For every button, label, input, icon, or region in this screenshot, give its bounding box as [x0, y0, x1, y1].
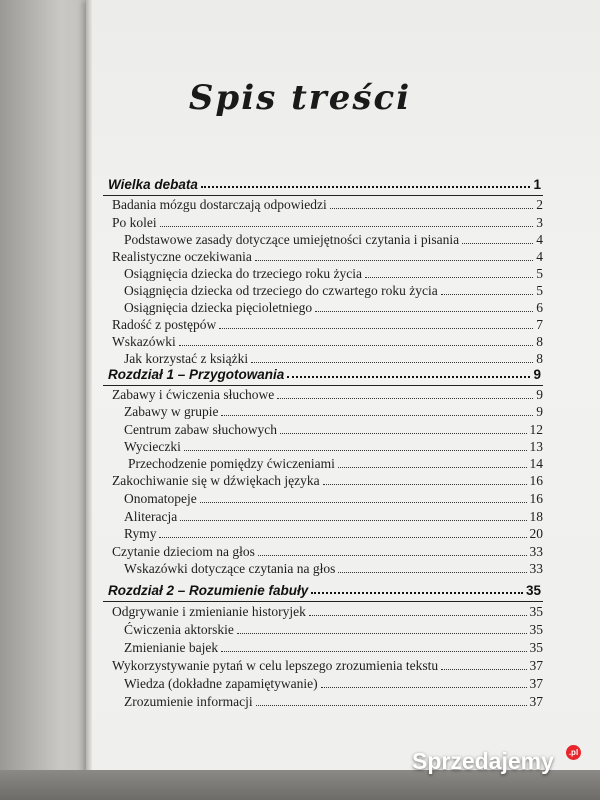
toc-page-number: 35 — [529, 622, 543, 637]
toc-page-number: 35 — [525, 583, 541, 598]
toc-page-number: 33 — [529, 544, 543, 559]
toc-page-number: 5 — [536, 283, 543, 298]
dot-leader — [159, 537, 526, 538]
toc-page-number: 35 — [529, 640, 543, 655]
toc-entry-label: Wskazówki — [112, 334, 176, 349]
toc-entry-label: Radość z postępów — [112, 317, 217, 332]
dot-leader — [255, 260, 533, 261]
toc-page-number: 18 — [529, 509, 543, 524]
toc-entry-label: Podstawowe zasady dotyczące umiejętności czytania i pisania — [124, 232, 460, 247]
watermark-text: Sprzedajemy — [412, 748, 554, 774]
toc-entry-label: Realistyczne oczekiwania — [112, 249, 252, 264]
toc-entry-label: Czytanie dzieciom na głos — [112, 544, 255, 559]
dot-leader — [287, 376, 530, 378]
toc-page-number: 37 — [529, 658, 543, 673]
toc-page-number: 4 — [536, 249, 543, 264]
toc-page-number: 14 — [529, 456, 543, 471]
toc-entry-label: Aliteracja — [124, 509, 178, 524]
toc-entry-label: Osiągnięcia dziecka od trzeciego do czwartego roku życia — [124, 283, 438, 298]
dot-leader — [201, 186, 531, 188]
dot-leader — [200, 502, 527, 503]
toc-entry-label: Jak korzystać z książki — [124, 351, 249, 366]
toc-entry — [124, 672, 543, 692]
toc-page-number: 5 — [536, 266, 543, 281]
toc-entry — [124, 690, 543, 710]
toc-page-number: 6 — [536, 300, 543, 315]
toc-page-number: 9 — [536, 387, 543, 402]
toc-page-number: 37 — [529, 676, 543, 691]
dot-leader — [315, 311, 533, 312]
toc-page-number: 33 — [529, 561, 543, 576]
dot-leader — [237, 633, 527, 634]
toc-entry — [112, 469, 543, 489]
toc-entry-label: Zrozumienie informacji — [124, 694, 253, 709]
toc-page-number: 9 — [533, 367, 541, 382]
dot-leader — [365, 277, 533, 278]
toc-entry — [124, 487, 543, 507]
toc-entry-label: Zmienianie bajek — [124, 640, 219, 655]
toc-entry-label: Ćwiczenia aktorskie — [124, 622, 234, 637]
toc-page-number: 37 — [529, 694, 543, 709]
dot-leader — [219, 328, 533, 329]
toc-entry-label: Wskazówki dotyczące czytania na głos — [124, 561, 336, 576]
dot-leader — [338, 572, 526, 573]
toc-chapter-heading — [108, 578, 541, 598]
toc-entry-label: Wycieczki — [124, 439, 181, 454]
toc-entry-label: Centrum zabaw słuchowych — [124, 422, 277, 437]
toc-entry — [124, 400, 543, 420]
watermark-badge: .pl — [566, 745, 581, 760]
dot-leader — [309, 615, 527, 616]
toc-page-number: 1 — [533, 177, 541, 192]
toc-page-number: 13 — [529, 439, 543, 454]
dot-leader — [160, 226, 534, 227]
toc-page-number: 7 — [536, 317, 543, 332]
dot-leader — [258, 555, 527, 556]
dot-leader — [280, 433, 527, 434]
toc-entry-label: Rymy — [124, 526, 157, 541]
dot-leader — [338, 467, 527, 468]
toc-entry-label: Zabawy w grupie — [124, 404, 219, 419]
toc-page-number: 16 — [529, 473, 543, 488]
dot-leader — [256, 705, 527, 706]
toc-page-number: 20 — [529, 526, 543, 541]
toc-entry-label: Badania mózgu dostarczają odpowiedzi — [112, 197, 327, 212]
toc-page-number: 2 — [536, 197, 543, 212]
page-title: Spis treści — [188, 78, 412, 118]
toc-entry-label: Wielka debata — [108, 177, 198, 192]
toc-chapter-heading — [108, 172, 541, 192]
dot-leader — [330, 208, 533, 209]
toc-page-number: 35 — [529, 604, 543, 619]
dot-leader — [184, 450, 527, 451]
dot-leader — [277, 398, 533, 399]
dot-leader — [441, 294, 534, 295]
toc-entry-label: Wiedza (dokładne zapamiętywanie) — [124, 676, 318, 691]
dot-leader — [441, 669, 526, 670]
toc-entry-label: Osiągnięcia dziecka do trzeciego roku życia — [124, 266, 363, 281]
dot-leader — [462, 243, 533, 244]
toc-entry-label: Wykorzystywanie pytań w celu lepszego zrozumienia tekstu — [112, 658, 439, 673]
toc-entry — [112, 193, 543, 213]
toc-page-number: 9 — [536, 404, 543, 419]
toc-entry — [112, 654, 543, 674]
toc-entry — [124, 636, 543, 656]
toc-chapter-heading — [108, 362, 541, 382]
toc-page-number: 8 — [536, 334, 543, 349]
dot-leader — [321, 687, 527, 688]
toc-entry-label: Po kolei — [112, 215, 157, 230]
toc-page-number: 16 — [529, 491, 543, 506]
toc-entry-label: Zakochiwanie się w dźwiękach języka — [112, 473, 320, 488]
dot-leader — [221, 415, 533, 416]
toc-entry-label: Przechodzenie pomiędzy ćwiczeniami — [128, 456, 335, 471]
dot-leader — [311, 592, 523, 594]
toc-page-number: 4 — [536, 232, 543, 247]
toc-entry — [112, 600, 543, 620]
toc-entry-label: Odgrywanie i zmienianie historyjek — [112, 604, 306, 619]
toc-entry-label: Rozdział 2 – Rozumienie fabuły — [108, 583, 309, 598]
toc-page-number: 12 — [529, 422, 543, 437]
toc-entry-label: Zabawy i ćwiczenia słuchowe — [112, 387, 275, 402]
toc-entry-label: Onomatopeje — [124, 491, 197, 506]
toc-entry-label: Osiągnięcia dziecka pięcioletniego — [124, 300, 313, 315]
toc-entry-label: Rozdział 1 – Przygotowania — [108, 367, 285, 382]
dot-leader — [323, 484, 527, 485]
dot-leader — [179, 345, 534, 346]
toc-page-number: 8 — [536, 351, 543, 366]
dot-leader — [221, 651, 526, 652]
toc-page-number: 3 — [536, 215, 543, 230]
toc-entry — [124, 618, 543, 638]
dot-leader — [180, 520, 526, 521]
toc-entry — [124, 522, 543, 542]
toc-entry — [124, 557, 543, 577]
